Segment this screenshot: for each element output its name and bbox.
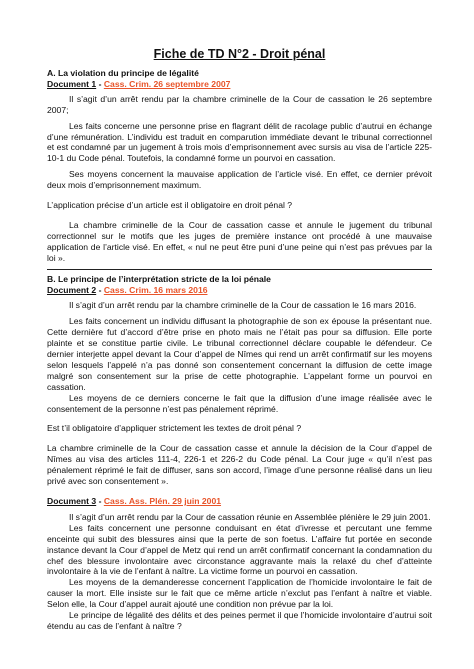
paragraph: Ses moyens concernent la mauvaise application de l’article visé. En effet, ce dernier prévoit deux mois d’emprisonnement maximum. — [47, 169, 432, 191]
legal-question: Est t’il obligatoire d’appliquer strictement les textes de droit pénal ? — [47, 423, 302, 434]
document-reference-link[interactable]: Cass. Crim. 26 septembre 2007 — [103, 78, 231, 89]
court-answer: La chambre criminelle de la Cour de cassation casse et annule le jugement du tribunal correctionnel sur le motifs que les juges de première instance ont procédé à une mauvaise application de l’article visé. En effet, « nul ne peut être puni d’une peine qui n’est pas prévues par la loi ». — [47, 219, 432, 263]
section-divider — [47, 269, 432, 270]
paragraph: Il s’agit d’un arrêt rendu par la chambre criminelle de la Cour de cassation le 16 mars 2016. — [69, 300, 417, 311]
legal-question: L’application précise d’un article est il obligatoire en droit pénal ? — [47, 200, 293, 211]
page-title: Fiche de TD N°2 - Droit pénal — [153, 47, 326, 61]
document-separator: - — [96, 496, 104, 506]
paragraph: Il s’agit d’un arrêt rendu par la Cour de cassation réunie en Assemblée plénière le 29 juin 2001. — [69, 511, 431, 522]
document-label: Document 1 — [47, 78, 97, 89]
legal-question: Le principe de légalité des délits et des peines permet il que l’homicide involontaire d’autrui soit étendu au cas de l’enfant à naître ? — [47, 610, 432, 631]
paragraph: Les faits concernent une personne conduisant en état d’ivresse et percutant une femme enceinte qui subit des blessures ainsi que la perte de son foetus. L’affaire fut portée en seconde instance devant la Cour d’appel de Metz qui rend un arrêt confirmatif concernant la condamnation du chef des blessure involontaire avec circonstance aggravante mais la relaxé du chef d’atteinte involontaire à la vie de l’enfant à naître. La victime forme un pourvoi en cassation. — [47, 522, 432, 577]
document-separator: - — [96, 78, 104, 89]
paragraph: Il s’agit d’un arrêt rendu par la chambre criminelle de la Cour de cassation le 26 septembre 2007; — [47, 93, 432, 115]
document-2-header — [47, 285, 432, 296]
section-heading-a: A. La violation du principe de légalité — [47, 68, 199, 78]
paragraph: Les faits concernent un individu diffusant la photographie de son ex épouse la présentant nue. Cette dernière fut d’accord d’être prise en photo mais ne l’était pas pour sa diffusion. Elle porte plainte et se constitue partie civile. Le tribunal correctionnel déclare coupable le défendeur. Ce dernier interjette appel devant la Cour d’appel de Nîmes qui rend un arrêt confirmatif sur les moyens selon lesquels l’appelé n’a pas donné son consentement concernant la diffusion de cette image malgré son consentement sur la prise de cette photographie. L’appelant forme un pourvoi en cassation. — [47, 316, 432, 392]
section-heading-b: B. Le principe de l’interprétation stricte de la loi pénale — [47, 273, 271, 284]
document-3-header — [47, 496, 432, 507]
document-1-header — [47, 79, 432, 90]
document-label: Document 3 — [47, 496, 97, 506]
document-reference-link[interactable]: Cass. Ass. Plén. 29 juin 2001 — [103, 496, 222, 506]
paragraph: Les faits concerne une personne prise en flagrant délit de racolage public d’autrui en échange d’une rémunération. L’individu est traduit en comparution immédiate devant le tribunal correctionnel et est condamné par un jugement à trois mois d’emprisonnement avec sursis au visa de l’article 225-10-1 du Code pénal. Toutefois, la condamné forme un pourvoi en cassation. — [47, 120, 432, 164]
document-reference-link[interactable]: Cass. Crim. 16 mars 2016 — [103, 284, 208, 295]
paragraph: Les moyens de ce derniers concerne le fait que la diffusion d’une image réalisée avec le consentement de la personne n’est pas pénalement réprimé. — [47, 392, 432, 414]
paragraph: Les moyens de la demanderesse concernent l’application de l’homicide involontaire le fait de causer la mort. Elle insiste sur le fait que ce même article n’exclut pas l’enfant à naître et viable. Selon elle, la Cour d’appel aurait ajouté une condition non prévue par la loi. — [47, 577, 432, 610]
document-label: Document 2 — [47, 284, 97, 295]
document-separator: - — [96, 284, 104, 295]
court-answer: La chambre criminelle de la Cour de cassation casse et annule la décision de la Cour d’appel de Nîmes au visa des articles 111-4, 226-1 et 226-2 du Code pénal. La Cour juge « qu’il n’est pas pénalement réprimé le fait de diffuser, sans son accord, l’image d’une personne réalisé dans un lieu privé avec son consentement ». — [47, 443, 432, 487]
